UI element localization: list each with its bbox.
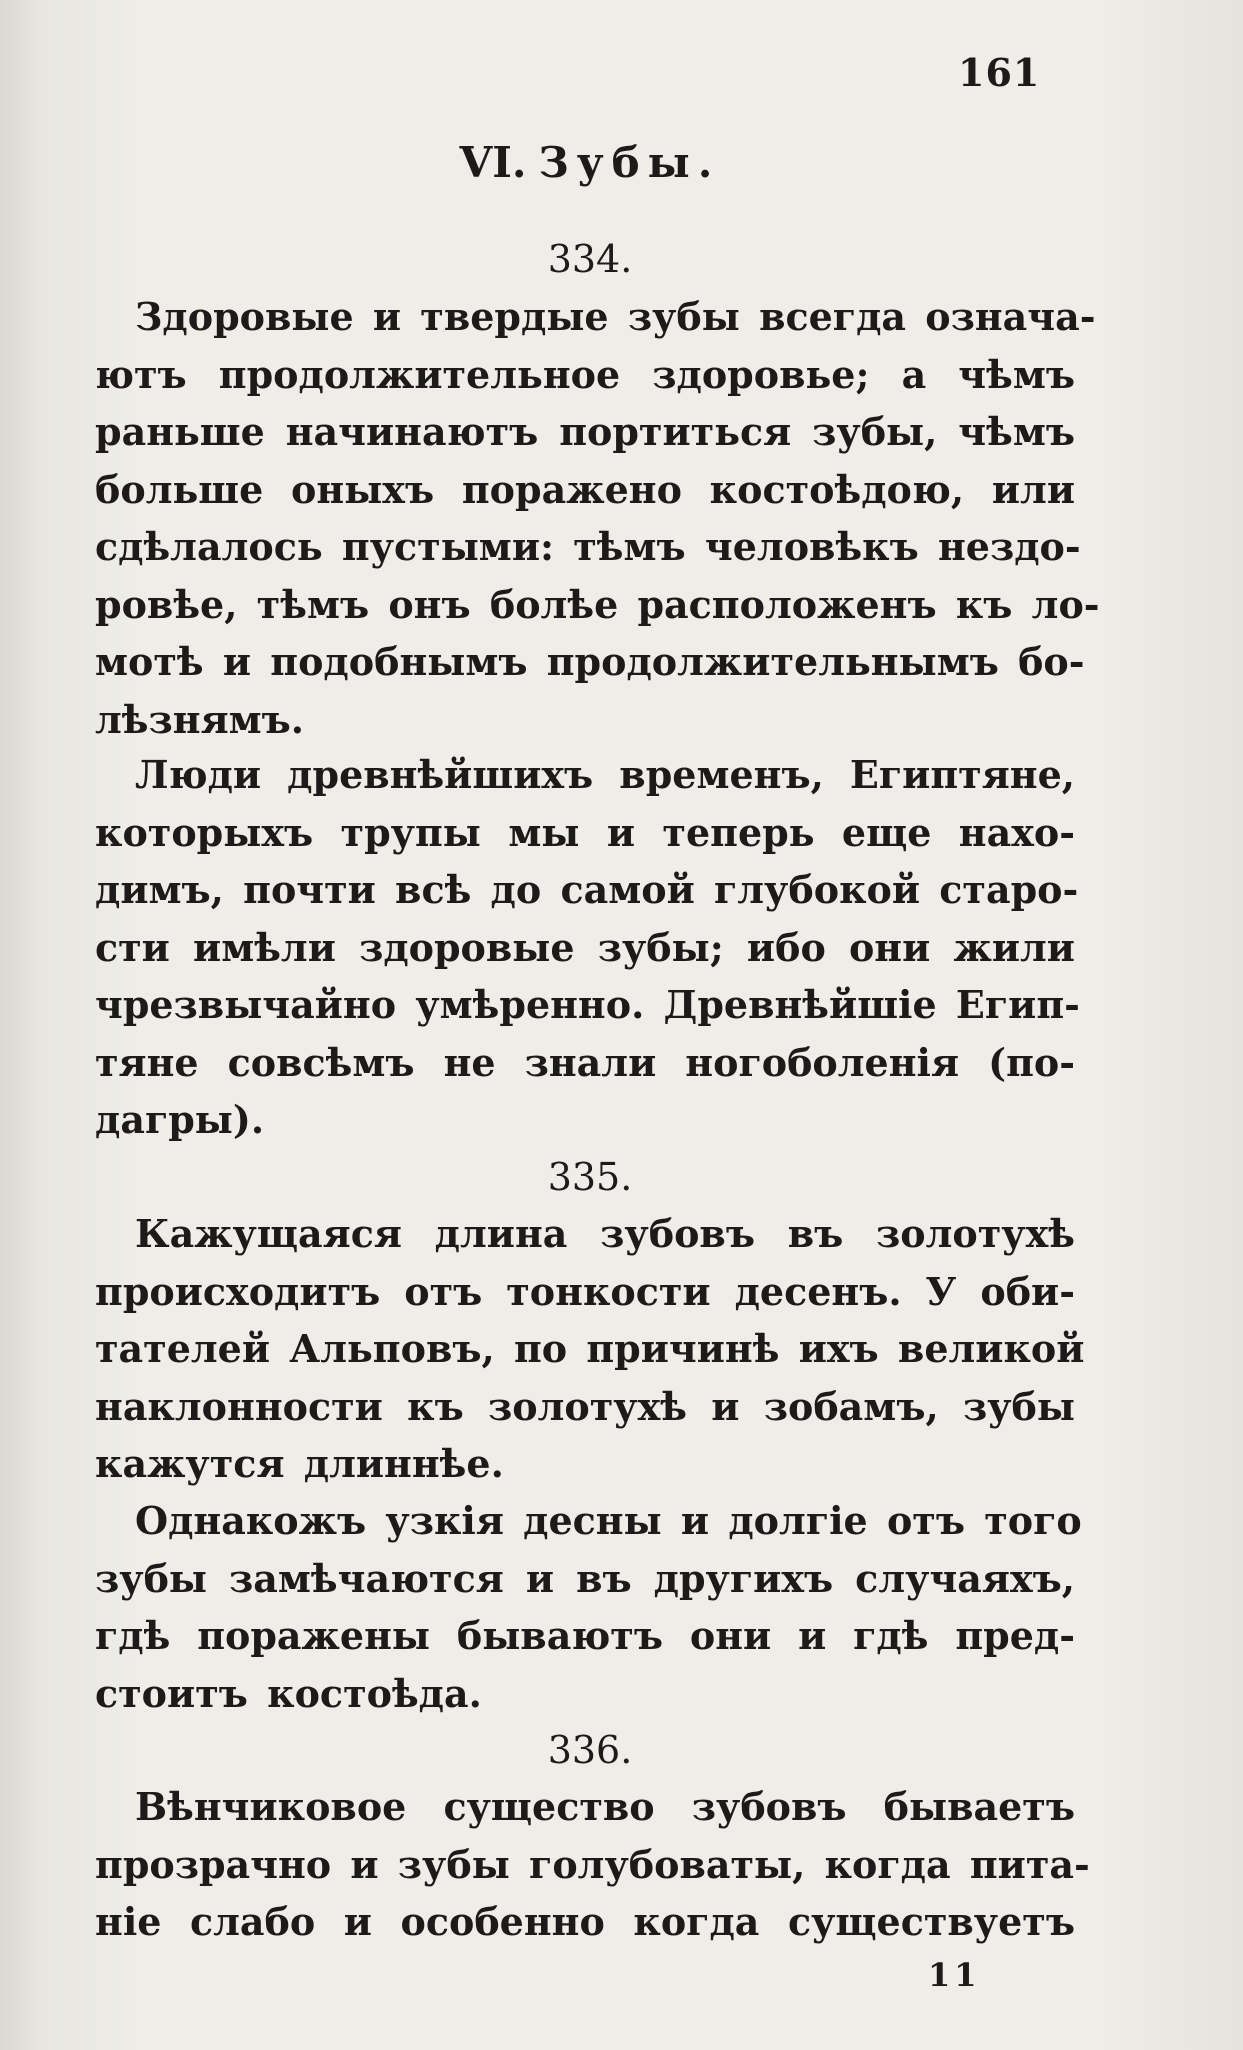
section-title: Зубы. (538, 138, 721, 187)
text-line: мотѣ и подобнымъ продолжительнымъ бо- (95, 639, 1085, 684)
text-line: Люди древнѣйшихъ временъ, Египтяне, (135, 752, 1075, 797)
paragraph-334-2 (95, 746, 1080, 1149)
section-heading (0, 138, 1180, 187)
text-line: гдѣ поражены бываютъ они и гдѣ пред- (95, 1613, 1075, 1658)
paragraph-number-335: 335. (547, 1155, 633, 1199)
text-line: Здоровые и твердые зубы всегда означа- (135, 294, 1096, 339)
paragraph-number-334: 334. (547, 237, 633, 281)
text-line: Вѣнчиковое существо зубовъ бываетъ (135, 1784, 1075, 1829)
text-line: стоитъ костоѣда. (95, 1670, 482, 1716)
text-line: прозрачно и зубы голубоваты, когда пита- (95, 1841, 1090, 1887)
text-line: димъ, почти всѣ до самой глубокой старо- (95, 867, 1079, 912)
text-line: ровѣе, тѣмъ онъ болѣе расположенъ къ ло- (95, 581, 1100, 627)
paragraph-335-1 (95, 1205, 1085, 1493)
paragraph-334-1 (95, 288, 1100, 748)
text-line: наклонности къ золотухѣ и зобамъ, зубы (95, 1383, 1075, 1429)
text-line: лѣзнямъ. (95, 696, 305, 742)
text-line: сдѣлалось пустыми: тѣмъ человѣкъ нездо- (95, 524, 1081, 569)
text-line: которыхъ трупы мы и теперь еще нахо- (95, 809, 1075, 855)
text-line: сти имѣли здоровые зубы; ибо они жили (95, 924, 1075, 970)
section-numeral: VI. (459, 138, 527, 187)
text-line: Однакожъ узкія десны и долгіе отъ того (135, 1498, 1082, 1543)
signature-mark: 11 (928, 1956, 981, 1994)
page-number: 161 (958, 50, 1041, 95)
text-line: тателей Альповъ, по причинѣ ихъ великой (95, 1326, 1085, 1371)
text-line: раньше начинаютъ портиться зубы, чѣмъ (95, 409, 1075, 454)
text-line: дагры). (95, 1097, 265, 1142)
text-line: зубы замѣчаются и въ другихъ случаяхъ, (95, 1555, 1075, 1601)
text-line: кажутся длиннѣе. (95, 1441, 504, 1486)
text-line: чрезвычайно умѣренно. Древнѣйшіе Егип- (95, 982, 1080, 1027)
paragraph-336-1 (95, 1778, 1090, 1951)
text-line: больше оныхъ поражено костоѣдою, или (95, 466, 1075, 512)
paragraph-number-336: 336. (547, 1728, 633, 1772)
text-line: происходитъ отъ тонкости десенъ. У оби- (95, 1268, 1075, 1314)
text-line: ютъ продолжительное здоровье; а чѣмъ (95, 351, 1075, 397)
text-line: тяне совсѣмъ не знали ногоболенія (по- (95, 1039, 1075, 1085)
text-line: Кажущаяся длина зубовъ въ золотухѣ (135, 1211, 1075, 1256)
paragraph-335-2 (95, 1492, 1082, 1722)
text-line: ніе слабо и особенно когда существуетъ (95, 1899, 1075, 1944)
